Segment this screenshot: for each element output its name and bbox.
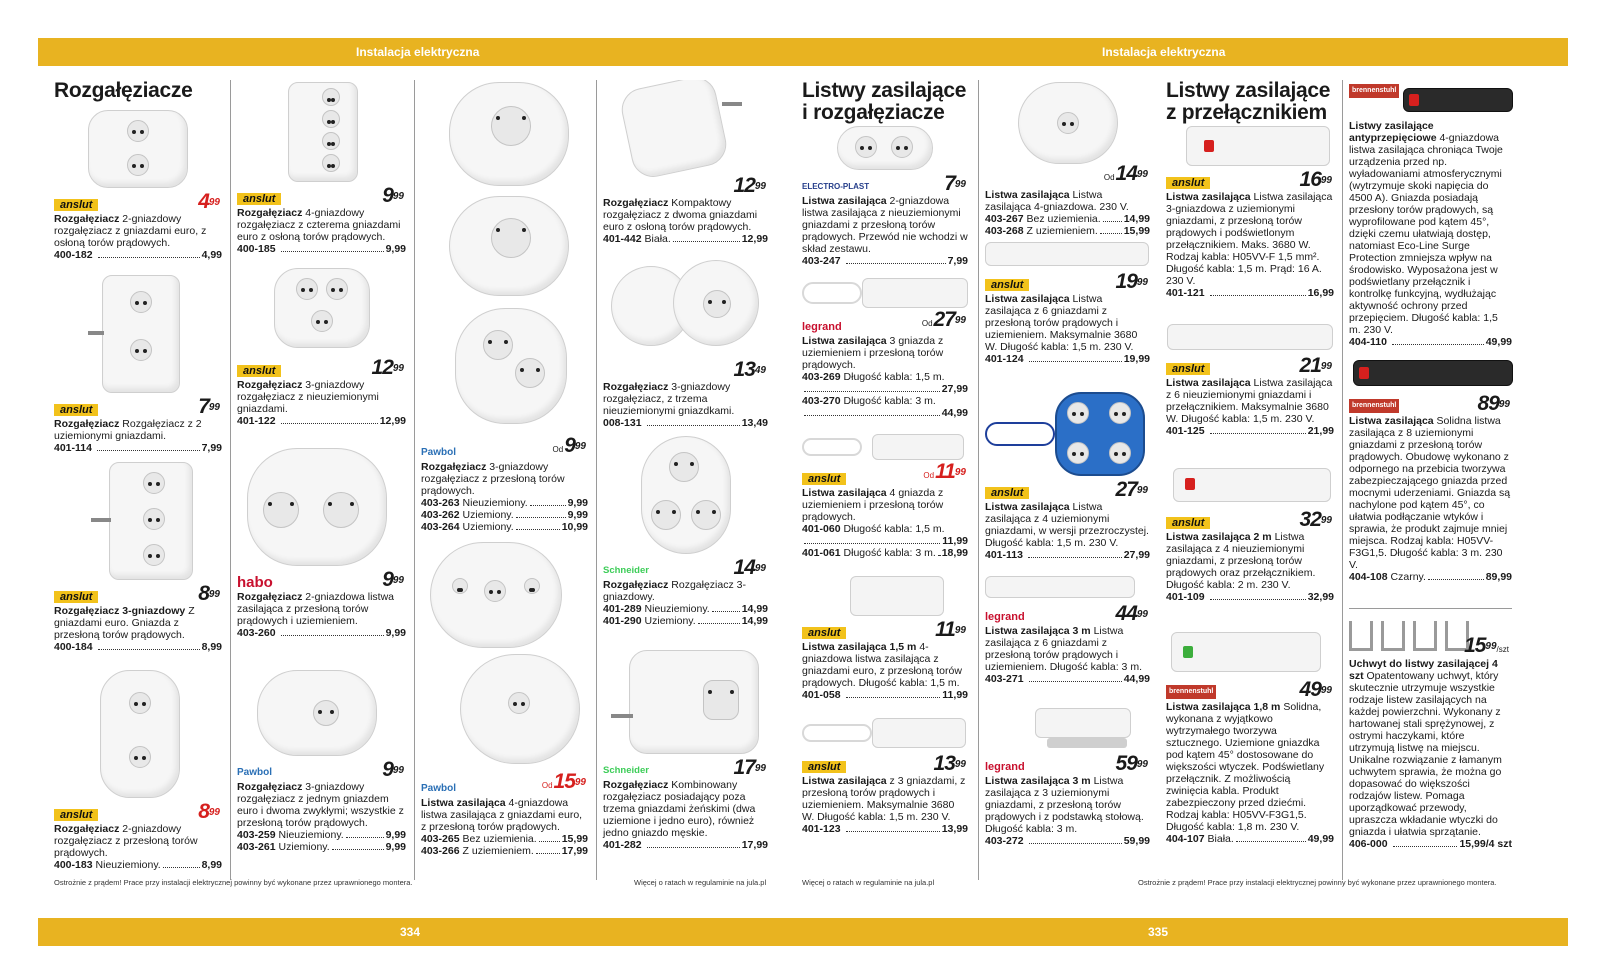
brand-logo: anslut: [54, 809, 98, 821]
product-image: [1167, 322, 1333, 352]
brand-logo: Schneider: [603, 765, 649, 776]
price-tag: $Od14^{99}$: [1103, 162, 1148, 185]
brand-logo: anslut: [1166, 363, 1210, 375]
product-401-125[interactable]: [1166, 322, 1334, 437]
product-403-269[interactable]: [802, 276, 968, 419]
section-title-listwy-rozgaleziacze: Listwy zasilające i rozgałęziacze: [802, 80, 967, 124]
product-description: Listwa zasilająca Listwa zasilająca z 4 uziemionymi gniazdami, w wersji przezroczystej. Długość kabla: 1,5 m. 230 V.: [985, 501, 1149, 549]
product-403-271[interactable]: [985, 574, 1150, 685]
product-description: Listwa zasilająca 4 gniazda z uziemieniem i przesłoną torów prądowych.: [802, 487, 944, 523]
brand-logo: brennenstuhl: [1166, 685, 1216, 699]
product-401-058[interactable]: [802, 576, 968, 701]
product-image: [435, 82, 575, 422]
product-400-185[interactable]: [237, 82, 406, 255]
footer-bar: [38, 918, 1568, 946]
product-code-row: 404-110 49,99: [1349, 336, 1512, 348]
product-description: Rozgałęziacz 2-gniazdowy rozgałęziacz z gniazdami euro, z osłoną torów prądowych.: [54, 213, 207, 249]
brand-logo: anslut: [1166, 517, 1210, 529]
product-code-row: 403-269 Długość kabla: 1,5 m.: [802, 371, 945, 383]
product-description: Listwa zasilająca 1,8 m Solidna, wykonana z wyjątkowo wytrzymałego tworzywa sztucznego. Uziemione gniazdka pod kątem 45° dostosowane do większości wtyczek. Podświetlany przełącznik. Z możliwością zwinięcia kabla. Produkt zabezpieczony przed dziećmi. Rodzaj kabla: H05VV-F3G1,5. Długość kabla: 1,8 m. 230 V.: [1166, 701, 1325, 833]
product-description: Rozgałęziacz 3-gniazdowy rozgałęziacz, z trzema nieuziemionymi gniazdkami.: [603, 381, 735, 417]
product-403-260[interactable]: [237, 448, 406, 639]
price-tag: $8^{99}$: [198, 582, 220, 605]
product-code-row: 401-113 27,99: [985, 549, 1150, 561]
product-image: [1167, 632, 1333, 676]
product-code-row: 401-121 16,99: [1166, 287, 1334, 299]
product-403-247[interactable]: [802, 126, 968, 267]
product-image: [247, 448, 397, 566]
footer-note-left: Ostrożnie z prądem! Prace przy instalacji elektrycznej powinny być wykonane przez uprawnionego montera.: [54, 878, 413, 887]
product-description: Listwa zasilająca 2-gniazdowa listwa zasilająca z nieuziemionymi gniazdami z przesłoną torów prądowych. Przewód nie wchodzi w skład zestawu.: [802, 195, 968, 255]
product-image: [282, 82, 362, 182]
price-tag: $9^{99}$: [382, 758, 404, 781]
price-tag: $19^{99}$: [1115, 270, 1148, 293]
product-description: Listwa zasilająca z 3 gniazdami, z przesłoną torów prądowych i uziemieniem. Maksymalnie 3680 W. Długość kabla: 1,5 m. 230 V.: [802, 775, 966, 823]
brand-logo: anslut: [237, 365, 281, 377]
product-code-row: 27,99: [802, 383, 968, 395]
price-tag: $9^{99}$: [382, 184, 404, 207]
brand-logo: legrand: [985, 611, 1025, 623]
product-image: [88, 275, 188, 393]
footer-note-left-2: Więcej o ratach w regulaminie na jula.pl: [634, 878, 767, 887]
price-tag: $Od27^{99}$: [921, 308, 966, 331]
product-description: Listwa zasilająca 1,5 m 4-gniazdowa listwa zasilająca z gniazdami euro, z przesłoną torów prądowych. Długość kabla: 1,5 m.: [802, 641, 962, 689]
price-tag: $59^{99}$: [1115, 752, 1148, 775]
price-tag: $8^{99}$: [198, 800, 220, 823]
price-tag: $Od15^{99}$: [541, 770, 586, 793]
product-code-row: 401-058 11,99: [802, 689, 968, 701]
product-code-row: 403-261 Uziemiony. 9,99: [237, 841, 406, 853]
product-code-row: 401-123 13,99: [802, 823, 968, 835]
product-code-row: 403-263 Nieuziemiony. 9,99: [421, 497, 588, 509]
product-code-row: 406-000 15,99/4 szt: [1349, 838, 1512, 850]
column-3: [414, 80, 592, 880]
price-tag: $9^{99}$: [382, 568, 404, 591]
section-title-listwy-przelacznik: Listwy zasilające z przełącznikiem: [1166, 80, 1331, 124]
price-tag: $49^{99}$: [1299, 678, 1332, 701]
product-image: [820, 576, 950, 616]
product-image: [802, 432, 968, 462]
product-code-row: 401-125 21,99: [1166, 425, 1334, 437]
price-tag: $14^{99}$: [733, 556, 766, 579]
header-bar: [38, 38, 1568, 66]
product-code-row: 403-247 7,99: [802, 255, 968, 267]
price-tag: $44^{99}$: [1115, 602, 1148, 625]
product-image: [1170, 126, 1330, 166]
column-5: [802, 80, 972, 880]
product-image: [621, 436, 751, 554]
product-code-row: 403-272 59,99: [985, 835, 1150, 847]
brand-logo: legrand: [985, 761, 1025, 773]
product-description: Rozgałęziacz 3-gniazdowy rozgałęziacz z jednym gniazdem euro i dwoma zwykłymi; wszystkie z przesłoną torów prądowych.: [237, 781, 404, 829]
product-image: [1349, 356, 1516, 390]
product-400-184[interactable]: [54, 462, 222, 653]
product-description: Rozgałęziacz 3-gniazdowy rozgałęziacz z przesłoną torów prądowych.: [421, 461, 565, 497]
product-description: Listwa zasilająca Listwa zasilająca z 6 gniazdami z przesłoną torów prądowych i uziemieniem. Maksymalnie 3680 W. Długość kabla: 1,5 m. 230 V.: [985, 293, 1138, 353]
brand-logo: habo: [237, 574, 273, 591]
product-image: [837, 126, 933, 170]
page-number-right: 335: [1148, 925, 1169, 939]
product-code-row: 404-108 Czarny. 89,99: [1349, 571, 1512, 583]
product-description: Rozgałęziacz Kompaktowy rozgałęziacz z dwoma gniazdami euro z osłoną torów prądowych.: [603, 197, 758, 233]
product-description: Rozgałęziacz Kombinowany rozgałęziacz posiadający poza trzema gniazdami żeńskimi (dwa uziemione i jedno euro), również jedno gniazdo męskie.: [603, 779, 756, 839]
product-code-row: 403-267 Bez uziemienia. 14,99: [985, 213, 1150, 225]
brand-logo: anslut: [54, 591, 98, 603]
column-1: [54, 80, 226, 880]
product-code-row: 400-183 Nieuziemiony. 8,99: [54, 859, 222, 871]
product-403-265[interactable]: [421, 542, 588, 857]
product-image: [985, 392, 1151, 476]
brand-logo: anslut: [54, 404, 98, 416]
product-image: [802, 276, 968, 310]
product-code-row: 401-124 19,99: [985, 353, 1150, 365]
brand-logo: anslut: [1166, 177, 1210, 189]
column-7: [1166, 80, 1338, 880]
product-image: [985, 574, 1151, 600]
product-description: Rozgałęziacz 3-gniazdowy Z gniazdami euro. Gniazda z przesłoną torów prądowych.: [54, 605, 195, 641]
product-code-row: 400-184 8,99: [54, 641, 222, 653]
section-title-rozgaleziacze: Rozgałęziacze: [54, 80, 193, 102]
product-401-114[interactable]: [54, 275, 222, 454]
product-code-row: 401-290 Uziemiony. 14,99: [603, 615, 768, 627]
brand-logo: anslut: [54, 199, 98, 211]
product-code-row: 403-268 Z uziemieniem. 15,99: [985, 225, 1150, 237]
price-tag: $7^{99}$: [198, 395, 220, 418]
product-description: Rozgałęziacz Rozgałęziacz z 2 uziemionymi gniazdami.: [54, 418, 202, 442]
product-code-row: 403-260 9,99: [237, 627, 406, 639]
product-code-row: 400-182 4,99: [54, 249, 222, 261]
product-code-row: 401-289 Nieuziemiony. 14,99: [603, 603, 768, 615]
product-description: Listwa zasilająca 3 gniazda z uziemieniem i przesłoną torów prądowych.: [802, 335, 944, 371]
product-code-row: 403-262 Uziemiony. 9,99: [421, 509, 588, 521]
product-code-row: 44,99: [802, 407, 968, 419]
price-tag: $13^{99}$: [933, 752, 966, 775]
product-image: [274, 268, 370, 354]
price-tag: $12^{99}$: [733, 174, 766, 197]
product-image: [985, 708, 1151, 750]
product-description: Listwa zasilająca 4-gniazdowa listwa zasilająca z gniazdami euro, z przesłoną torów prądowych.: [421, 797, 583, 833]
price-tag: $13^{49}$: [733, 358, 766, 381]
product-code-row: 401-109 32,99: [1166, 591, 1334, 603]
product-description: Listwa zasilająca Listwa zasilająca 3-gniazdowa z uziemionymi gniazdami, z przesłoną torów prądowych i podświetlonym przełącznikiem. Maks. 3680 W. Rodzaj kabla: H05VV-F 1,5 mm². Długość kabla: 1,5 m. Prąd: 16 A. 230 V.: [1166, 191, 1333, 287]
brand-logo: Pawbol: [421, 783, 457, 794]
price-tag: $21^{99}$: [1299, 354, 1332, 377]
product-image: [626, 82, 746, 172]
brand-logo: anslut: [985, 279, 1029, 291]
product-401-282[interactable]: [603, 650, 768, 851]
header-right-title: Instalacja elektryczna: [1102, 45, 1226, 59]
brand-logo: Schneider: [603, 565, 649, 576]
product-description: Listwa zasilająca Listwa zasilająca 4-gniazdowa. 230 V.: [985, 189, 1129, 213]
price-tag: $17^{99}$: [733, 756, 766, 779]
product-401-442[interactable]: [603, 82, 768, 245]
product-description: Listwy zasilające antyprzepięciowe 4-gniazdowa listwa zasilająca chroniąca Twoje urządzenia przed np. wyładowaniami atmosferycznymi (wytrzymuje skoki napięcia do 4500 A). Gniazda posiadają przesłony torów prądowych, są wyprofilowane pod kątem 45°, dzięki czemu ułatwiają dostęp, natomiast Eco-Line Surge Protection zmniejsza wpływ na środowisko. Wyposażona jest w podświetlany przełącznik i kontrolkę funkcyjną, wydłużając aktywność ochrony przed przepięciem. Długość kabla: 1,5 m. 230 V.: [1349, 120, 1503, 336]
footer-note-right: Więcej o ratach w regulaminie na jula.pl: [802, 878, 935, 887]
product-description: Rozgałęziacz Rozgałęziacz 3-gniazdowy.: [603, 579, 746, 603]
product-code-row: 401-442 Biała. 12,99: [603, 233, 768, 245]
product-401-123[interactable]: [802, 716, 968, 835]
product-401-109[interactable]: [1166, 466, 1334, 603]
brand-logo: legrand: [802, 321, 842, 333]
price-tag: $89^{99}$: [1477, 392, 1510, 415]
product-406-000[interactable]: [1349, 608, 1512, 850]
price-tag: $12^{99}$: [371, 356, 404, 379]
product-image: [90, 670, 186, 798]
product-image: [1167, 466, 1333, 506]
product-code-row: 400-185 9,99: [237, 243, 406, 255]
product-code-row: 403-265 Bez uziemienia. 15,99: [421, 833, 588, 845]
brand-logo: brennenstuhl: [1349, 399, 1399, 413]
product-code-row: 403-266 Z uziemieniem. 17,99: [421, 845, 588, 857]
product-description: Uchwyt do listwy zasilającej 4 szt Opatentowany uchwyt, który skutecznie utrzymuje wszystkie rodzaje listew zasilających na każdej powierzchni. Wykonany z hartowanej stali sprężynowej, z ostrymi haczykami, które utrzymują listwę na miejscu. Unikalne rozwiązanie z łamanym uchwytem sprawia, że można go dopasować do większości rodzajów listew. Pomaga uporządkować przewody, upraszcza wkładanie wtyczki do gniazda i ułatwia sprzątanie.: [1349, 658, 1502, 838]
brand-logo: Pawbol: [421, 447, 457, 458]
product-400-183[interactable]: [54, 670, 222, 871]
brand-logo: Pawbol: [237, 767, 273, 778]
brand-logo: anslut: [802, 473, 846, 485]
product-description: Rozgałęziacz 3-gniazdowy rozgałęziacz z nieuziemionymi gniazdami.: [237, 379, 379, 415]
column-2: [230, 80, 410, 880]
product-403-263[interactable]: [421, 436, 588, 533]
brand-logo: brennenstuhl: [1349, 84, 1399, 98]
product-401-113[interactable]: [985, 392, 1150, 561]
product-404-107[interactable]: [1166, 632, 1334, 845]
product-description: Listwa zasilająca 2 m Listwa zasilająca z 4 nieuziemionymi gniazdami, z przesłoną torów prądowych oraz przełącznikiem. Długość kabla: 2 m. 230 V.: [1166, 531, 1316, 591]
column-4: [596, 80, 772, 880]
brand-logo: anslut: [802, 761, 846, 773]
product-code-row: 401-060 Długość kabla: 1,5 m.: [802, 523, 945, 535]
product-401-124[interactable]: [985, 240, 1150, 365]
product-image: [1018, 82, 1118, 164]
product-401-121[interactable]: [1166, 126, 1334, 299]
product-description: Listwa zasilająca Solidna listwa zasilająca z 8 uziemionymi gniazdami z przesłoną torów prądowych. Obudowę wykonano z odpornego na przebicia tworzywa zabezpieczającego gniazda przed mocnymi uderzeniami. Gniazda są nachylone pod kątem 45°, co ułatwia podłączanie wtyków i sprawia, że produkt zajmuje mniej miejsca. Rodzaj kabla: H05VV-F3G1,5. Długość kabla: 3 m. 230 V.: [1349, 415, 1511, 571]
product-image: [430, 542, 580, 772]
brand-logo: anslut: [985, 487, 1029, 499]
product-code-row: 401-061 Długość kabla: 3 m. 18,99: [802, 547, 968, 559]
product-image: [1349, 617, 1469, 657]
product-image: [802, 716, 968, 750]
product-description: Listwa zasilająca 3 m Listwa zasilająca z 3 uziemionymi gniazdami, z przesłoną torów prądowych i z podstawką stołową. Długość kabla: 3 m.: [985, 775, 1144, 835]
product-code-row: 404-107 Biała. 49,99: [1166, 833, 1334, 845]
product-description: Rozgałęziacz 2-gniazdowy rozgałęziacz z przesłoną torów prądowych.: [54, 823, 198, 859]
product-403-259[interactable]: [237, 670, 406, 853]
price-tag: $32^{99}$: [1299, 508, 1332, 531]
product-400-182[interactable]: [54, 110, 222, 261]
product-401-060[interactable]: [802, 432, 968, 559]
product-code-row: 401-114 7,99: [54, 442, 222, 454]
price-tag: $7^{99}$: [944, 172, 966, 195]
price-tag: $16^{99}$: [1299, 168, 1332, 191]
product-description: Listwa zasilająca 3 m Listwa zasilająca z 6 gniazdami z przesłoną torów prądowych i uziemieniem. Długość kabla: 3 m.: [985, 625, 1142, 673]
product-401-289[interactable]: [603, 436, 768, 627]
brand-logo: ELECTRO-PLAST: [802, 182, 870, 191]
product-image: [83, 462, 193, 580]
price-tag: $11^{99}$: [935, 618, 966, 641]
product-008-131[interactable]: [603, 260, 768, 429]
product-image: [88, 110, 188, 188]
product-code-row: 008-131 13,49: [603, 417, 768, 429]
product-image: [985, 240, 1151, 268]
product-image: [611, 650, 761, 754]
product-description: Listwa zasilająca Listwa zasilająca z 6 nieuziemionymi gniazdami i przełącznikiem. Maksymalnie 3680 W. Długość kabla: 1,5 m. 230 V.: [1166, 377, 1333, 425]
product-code-row: 403-264 Uziemiony. 10,99: [421, 521, 588, 533]
product-404-108[interactable]: [1349, 356, 1512, 583]
product-image: [1349, 84, 1516, 114]
price-tag: $15^{99}$/szt: [1464, 634, 1509, 657]
product-image: [257, 670, 387, 756]
column-6: [978, 80, 1154, 880]
product-code-row: 403-259 Nieuziemiony. 9,99: [237, 829, 406, 841]
product-image: [611, 260, 761, 356]
price-tag: $Od9^{99}$: [552, 434, 586, 457]
product-code-row: 403-271 44,99: [985, 673, 1150, 685]
product-403-267[interactable]: [985, 82, 1150, 237]
brand-logo: anslut: [802, 627, 846, 639]
product-description: Rozgałęziacz 4-gniazdowy rozgałęziacz z czterema gniazdami euro z osłoną torów prądowych.: [237, 207, 401, 243]
product-code-row: 401-122 12,99: [237, 415, 406, 427]
product-code-row: 401-282 17,99: [603, 839, 768, 851]
product-images-stack: [421, 82, 588, 432]
brand-logo: anslut: [237, 193, 281, 205]
page-number-left: 334: [400, 925, 421, 939]
product-code-row: 11,99: [802, 535, 968, 547]
product-403-272[interactable]: [985, 708, 1150, 847]
product-description: Rozgałęziacz 2-gniazdowa listwa zasilająca z przesłoną torów prądowych i uziemieniem.: [237, 591, 394, 627]
price-tag: $27^{99}$: [1115, 478, 1148, 501]
price-tag: $Od11^{99}$: [923, 460, 966, 483]
product-404-110[interactable]: [1349, 84, 1512, 348]
footer-note-right-2: Ostrożnie z prądem! Prace przy instalacji elektrycznej powinny być wykonane przez uprawnionego montera.: [1138, 878, 1497, 887]
column-8: [1342, 80, 1516, 880]
product-code-row: 403-270 Długość kabla: 3 m.: [802, 395, 936, 407]
product-401-122[interactable]: [237, 268, 406, 427]
header-left-title: Instalacja elektryczna: [356, 45, 480, 59]
price-tag: $4^{99}$: [198, 190, 220, 213]
